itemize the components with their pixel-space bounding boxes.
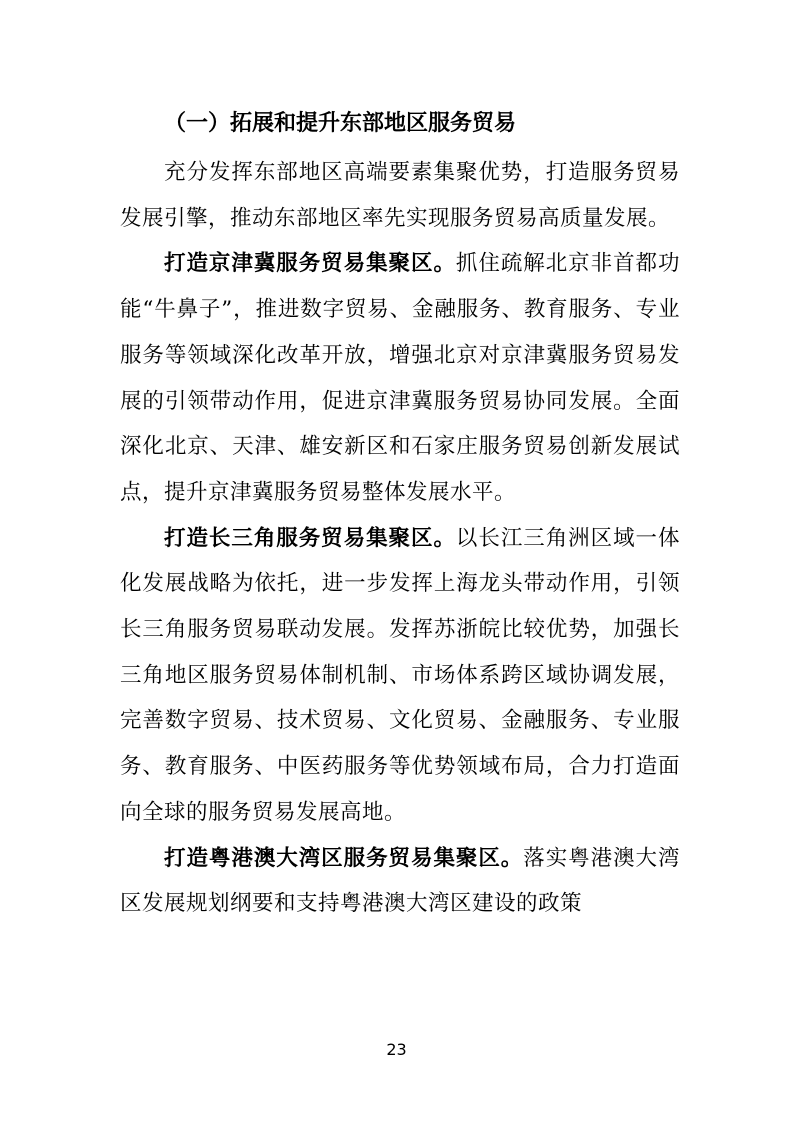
- intro-paragraph: 充分发挥东部地区高端要素集聚优势，打造服务贸易发展引擎，推动东部地区率先实现服务贸易高质量发展。: [120, 160, 680, 231]
- paragraph-lead: 打造粤港澳大湾区服务贸易集聚区。: [164, 845, 524, 871]
- paragraph-lead: 打造京津冀服务贸易集聚区。: [164, 251, 456, 277]
- section-heading: （一）拓展和提升东部地区服务贸易: [164, 111, 517, 136]
- paragraph-yangtze-delta: [120, 516, 680, 836]
- paragraph-body: 抓住疏解北京非首都功能“牛鼻子”，推进数字贸易、金融服务、教育服务、专业服务等领域深化改革开放，增强北京对京津冀服务贸易发展的引领带动作用，促进京津冀服务贸易协同发展。全面深化北京、天津、雄安新区和石家庄服务贸易创新发展试点，提升京津冀服务贸易整体发展水平。: [120, 251, 680, 505]
- paragraph-body: 以长江三角洲区域一体化发展战略为依托，进一步发挥上海龙头带动作用，引领长三角服务贸易联动发展。发挥苏浙皖比较优势，加强长三角地区服务贸易体制机制、市场体系跨区域协调发展，完善数字贸易、技术贸易、文化贸易、金融服务、专业服务、教育服务、中医药服务等优势领域布局，合力打造面向全球的服务贸易发展高地。: [120, 525, 680, 825]
- paragraph-greater-bay-area: [120, 836, 680, 927]
- page-content: [120, 98, 680, 927]
- paragraph-lead: 打造长三角服务贸易集聚区。: [164, 525, 456, 551]
- page-number: 23: [386, 1040, 407, 1059]
- paragraph-jingjinji: [120, 241, 680, 515]
- paragraph-body: 落实粤港澳大湾区发展规划纲要和支持粤港澳大湾区建设的政策: [120, 845, 680, 917]
